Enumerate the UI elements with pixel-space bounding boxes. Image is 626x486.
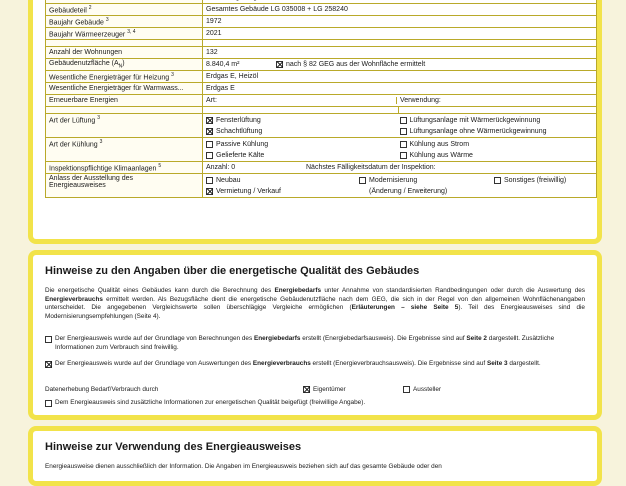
- passive-kuehlung-checkbox[interactable]: [206, 141, 213, 148]
- verwendung-title: Hinweise zur Verwendung des Energieausweises: [45, 441, 302, 453]
- wohnungen-label: Anzahl der Wohnungen: [46, 47, 203, 59]
- table-row: [46, 28, 597, 40]
- eigentuemer-checkbox[interactable]: [303, 386, 310, 393]
- verbrauchsausweis-text: Der Energieausweis wurde auf der Grundlage von Auswertungen des Energieverbrauchs erstellt (Energieverbrauchsausweis). Die Ergebnisse sind auf Seite 3 dargestellt.: [55, 360, 541, 367]
- datenerhebung-label: Datenerhebung Bedarf/Verbrauch durch: [45, 386, 159, 393]
- baujahr-waerme-value: 2021: [203, 28, 597, 40]
- verbrauchsausweis-checkbox[interactable]: [45, 361, 52, 368]
- bedarfsausweis-option: [45, 335, 585, 352]
- modernisierung-checkbox[interactable]: [359, 177, 366, 184]
- eigentuemer-label: Eigentümer: [313, 386, 346, 393]
- table-row: [46, 4, 597, 16]
- fensterlueftung-label: Fensterlüftung: [216, 116, 261, 124]
- aussteller-checkbox[interactable]: [403, 386, 410, 393]
- lueftung-ohne-wrg-checkbox[interactable]: [400, 128, 407, 135]
- table-row: [46, 47, 597, 59]
- passive-kuehlung-label: Passive Kühlung: [216, 140, 269, 148]
- table-row: [46, 95, 597, 107]
- anlass-label: Anlass der Ausstellung des Energieausweises: [46, 174, 203, 198]
- hinweise-panel: [28, 250, 602, 420]
- lueftung-mit-wrg-label: Lüftungsanlage mit Wärmerückgewinnung: [409, 116, 541, 124]
- kuehlung-waerme-checkbox[interactable]: [400, 152, 407, 159]
- building-data-table: [45, 0, 597, 198]
- aenderung-label: (Änderung / Erweiterung): [369, 187, 448, 195]
- table-row: [46, 114, 597, 138]
- sonstiges-label: Sonstiges (freiwillig): [504, 176, 567, 184]
- klimaanlagen-anzahl: Anzahl: 0: [206, 164, 236, 171]
- gelieferte-kaelte-label: Gelieferte Kälte: [216, 151, 265, 159]
- verwendung-panel: [28, 426, 602, 486]
- nutzflaeche-label: Gebäudenutzfläche $(A_N)$: [46, 59, 203, 71]
- energietraeger-warmwasser-value: Erdgas E: [203, 83, 597, 95]
- gelieferte-kaelte-checkbox[interactable]: [206, 152, 213, 159]
- lueftung-ohne-wrg-label: Lüftungsanlage ohne Wärmerückgewinnung: [409, 127, 547, 135]
- kuehlung-label: Art der Kühlung $^3$: [46, 138, 203, 162]
- bedarfsausweis-text: Der Energieausweis wurde auf der Grundlage von Berechnungen des Energiebedarfs erstellt (Energiebedarfsausweis). Die Ergebnisse sind auf Seite 2 dargestellt. Zusätzliche Informationen zum Verbrauch sind freiwillig.: [55, 335, 555, 351]
- klimaanlagen-label: Inspektionspflichtige Klimaanlagen $^5$: [46, 162, 203, 174]
- lueftung-label: Art der Lüftung $^3$: [46, 114, 203, 138]
- table-row: [46, 174, 597, 198]
- bedarfsausweis-checkbox[interactable]: [45, 336, 52, 343]
- table-row: [46, 59, 597, 71]
- gebaeudeteil-value: Gesamtes Gebäude LG 035008 + LG 258240: [203, 4, 597, 16]
- energietraeger-heizung-value: Erdgas E, Heizöl: [203, 71, 597, 83]
- hinweise-paragraph: Die energetische Qualität eines Gebäudes kann durch die Berechnung des Energiebedarfs unter Annahme von standardisierten Randbedingungen oder durch die Auswertung des Energieverbrauchs ermittelt werden. Als Bezugsfläche dient die energetische Gebäudenutzfläche nach dem GEG, die sich in der Regel von den allgemeinen Wohnflächenangaben unterscheidet. Die angegebenen Vergleichswerte sollen überschlägige Vergleiche ermöglichen (Erläuterungen – siehe Seite 5). Teil des Energieausweises sind die Modernisierungsempfehlungen (Seite 4).: [45, 287, 585, 320]
- baujahr-waerme-label: Baujahr Wärmeerzeuger $^{3, 4}$: [46, 28, 203, 40]
- neubau-checkbox[interactable]: [206, 177, 213, 184]
- datenerhebung-row: [45, 386, 585, 393]
- vermietung-verkauf-label: Vermietung / Verkauf: [216, 187, 281, 195]
- baujahr-gebaeude-label: Baujahr Gebäude $^3$: [46, 16, 203, 28]
- fensterlueftung-checkbox[interactable]: [206, 117, 213, 124]
- zusatzinfo-checkbox[interactable]: [45, 400, 52, 407]
- zusatzinfo-text: Dem Energieausweis sind zusätzliche Informationen zur energetischen Qualität beigefügt (freiwillige Angabe).: [55, 399, 366, 406]
- lueftung-mit-wrg-checkbox[interactable]: [400, 117, 407, 124]
- erneuerbare-verwendung: Verwendung:: [396, 97, 593, 104]
- verbrauchsausweis-option: [45, 360, 585, 369]
- klimaanlagen-faellig: Nächstes Fälligkeitsdatum der Inspektion:: [306, 164, 436, 171]
- kuehlung-strom-checkbox[interactable]: [400, 141, 407, 148]
- table-row: [46, 83, 597, 95]
- sonstiges-checkbox[interactable]: [494, 177, 501, 184]
- nutzflaeche-note: nach § 82 GEG aus der Wohnfläche ermittelt: [286, 61, 426, 68]
- erneuerbare-art: Art:: [206, 97, 217, 104]
- table-row: [46, 71, 597, 83]
- modernisierung-label: Modernisierung: [369, 176, 418, 184]
- building-data-panel: [28, 0, 602, 244]
- wohnungen-value: 132: [203, 47, 597, 59]
- verwendung-paragraph: Energieausweise dienen ausschließlich der Information. Die Angaben im Energieausweis beziehen sich auf das gesamte Gebäude oder den: [45, 463, 442, 470]
- schachtlueftung-label: Schachtlüftung: [216, 127, 263, 135]
- nutzflaeche-value: 8.840,4 m²: [206, 61, 240, 68]
- hinweise-title: Hinweise zu den Angaben über die energetische Qualität des Gebäudes: [45, 265, 420, 277]
- erneuerbare-label: Erneuerbare Energien: [46, 95, 203, 107]
- baujahr-gebaeude-value: 1972: [203, 16, 597, 28]
- nutzflaeche-checkbox[interactable]: [276, 61, 283, 68]
- table-row: [46, 16, 597, 28]
- table-row: [46, 138, 597, 162]
- kuehlung-strom-label: Kühlung aus Strom: [409, 140, 470, 148]
- schachtlueftung-checkbox[interactable]: [206, 128, 213, 135]
- table-row: [46, 162, 597, 174]
- neubau-label: Neubau: [216, 176, 241, 184]
- energietraeger-warmwasser-label: Wesentliche Energieträger für Warmwass...: [46, 83, 203, 95]
- kuehlung-waerme-label: Kühlung aus Wärme: [409, 151, 473, 159]
- gebaeudeteil-label: Gebäudeteil $^2$: [46, 4, 203, 16]
- zusatzinfo-option: [45, 399, 585, 408]
- energietraeger-heizung-label: Wesentliche Energieträger für Heizung $^3$: [46, 71, 203, 83]
- aussteller-label: Aussteller: [413, 386, 442, 393]
- vermietung-verkauf-checkbox[interactable]: [206, 188, 213, 195]
